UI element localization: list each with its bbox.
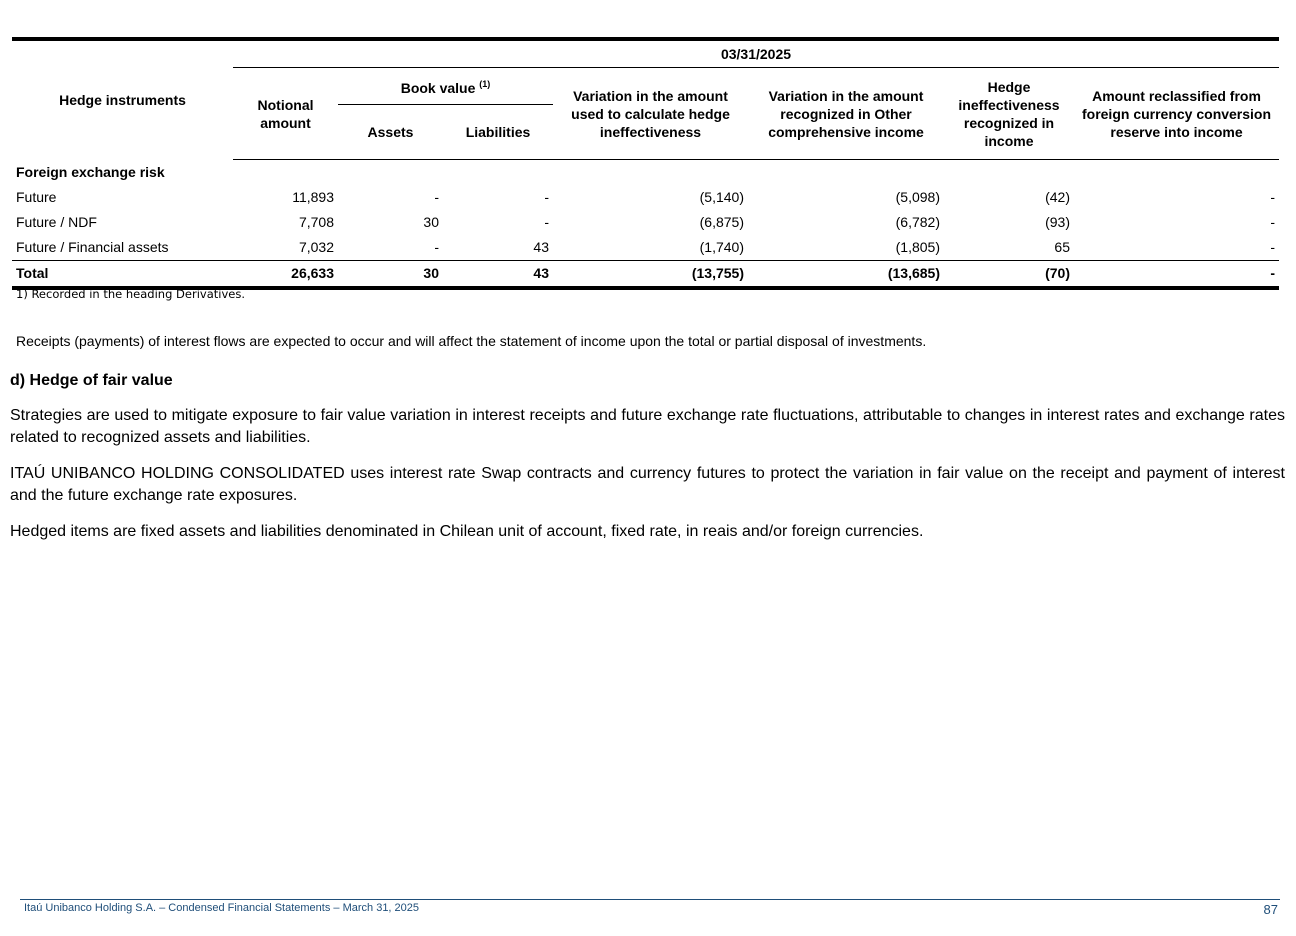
cell-variation-oci: (6,782) bbox=[895, 214, 940, 230]
cell-variation-hedge: (6,875) bbox=[699, 214, 744, 230]
total-row bbox=[12, 261, 1279, 289]
category-row bbox=[12, 160, 1279, 186]
header-liabilities: Liabilities bbox=[443, 105, 553, 160]
table-row bbox=[12, 210, 1279, 235]
cell-instrument: Total bbox=[12, 261, 233, 289]
book-value-footnote-ref: (1) bbox=[479, 79, 491, 89]
footer-divider bbox=[20, 899, 1280, 900]
header-variation-hedge: Variation in the amount used to calculate hedge ineffectiveness bbox=[553, 68, 748, 160]
cell-notional: 7,708 bbox=[298, 214, 334, 230]
cell-reclassified: - bbox=[1270, 189, 1276, 205]
paragraph-strategies: Strategies are used to mitigate exposure to fair value variation in interest receipts and future exchange rate fluctuations, attributable to changes in interest rates and exchange rates related to recognized assets and liabilities. bbox=[10, 407, 1285, 446]
cell-ineffectiveness: (42) bbox=[1045, 189, 1070, 205]
table-row bbox=[12, 185, 1279, 210]
cell-assets: 30 bbox=[338, 261, 443, 289]
cell-variation-oci: (13,685) bbox=[748, 261, 944, 289]
cell-ineffectiveness: (70) bbox=[944, 261, 1074, 289]
header-reclassified: Amount reclassified from foreign currency conversion reserve into income bbox=[1074, 68, 1279, 160]
cell-instrument: Future / Financial assets bbox=[16, 239, 169, 255]
cell-liabilities: - bbox=[544, 189, 549, 205]
category-label: Foreign exchange risk bbox=[16, 164, 165, 180]
cell-assets: - bbox=[434, 189, 439, 205]
cell-variation-oci: (1,805) bbox=[895, 239, 940, 255]
section-title: d) Hedge of fair value bbox=[10, 372, 173, 389]
page-number: 87 bbox=[1263, 902, 1278, 917]
cell-variation-hedge: (1,740) bbox=[699, 239, 744, 255]
cell-reclassified: - bbox=[1270, 239, 1276, 255]
cell-reclassified: - bbox=[1074, 261, 1279, 289]
cell-assets: - bbox=[434, 239, 439, 255]
cell-liabilities: 43 bbox=[443, 261, 553, 289]
cell-notional: 11,893 bbox=[292, 189, 334, 205]
paragraph-hedged-items: Hedged items are fixed assets and liabilities denominated in Chilean unit of account, fixed rate, in reais and/or foreign currencies. bbox=[10, 523, 924, 540]
header-hedge-instruments: Hedge instruments bbox=[59, 92, 186, 109]
header-ineffectiveness: Hedge ineffectiveness recognized in income bbox=[944, 68, 1074, 160]
cell-instrument: Future bbox=[16, 189, 57, 205]
cell-variation-hedge: (5,140) bbox=[699, 189, 744, 205]
cell-reclassified: - bbox=[1270, 214, 1276, 230]
header-assets: Assets bbox=[338, 105, 443, 160]
cell-liabilities: 43 bbox=[533, 239, 549, 255]
cell-instrument: Future / NDF bbox=[16, 214, 97, 230]
table-footnote: 1) Recorded in the heading Derivatives. bbox=[16, 287, 245, 301]
footer-document-title: Itaú Unibanco Holding S.A. – Condensed Financial Statements – March 31, 2025 bbox=[24, 902, 420, 914]
receipts-note: Receipts (payments) of interest flows are expected to occur and will affect the statement of income upon the total or partial disposal of investments. bbox=[16, 333, 927, 349]
cell-notional: 7,032 bbox=[298, 239, 334, 255]
paragraph-itau-instruments: ITAÚ UNIBANCO HOLDING CONSOLIDATED uses interest rate Swap contracts and currency futures to protect the variation in fair value on the receipt and payment of interest and the future exchange rate exposures. bbox=[10, 465, 1285, 504]
header-variation-oci: Variation in the amount recognized in Other comprehensive income bbox=[748, 68, 944, 160]
hedge-instruments-table bbox=[12, 37, 1279, 290]
book-value-label: Book value bbox=[400, 80, 476, 96]
cell-notional: 26,633 bbox=[233, 261, 338, 289]
cell-variation-oci: (5,098) bbox=[895, 189, 940, 205]
cell-variation-hedge: (13,755) bbox=[553, 261, 748, 289]
cell-ineffectiveness: (93) bbox=[1045, 214, 1070, 230]
header-book-value bbox=[338, 68, 553, 105]
cell-ineffectiveness: 65 bbox=[1054, 239, 1070, 255]
table-row bbox=[12, 235, 1279, 261]
header-notional: Notional amount bbox=[233, 68, 338, 160]
cell-assets: 30 bbox=[423, 214, 439, 230]
header-date: 03/31/2025 bbox=[233, 39, 1279, 68]
cell-liabilities: - bbox=[544, 214, 549, 230]
